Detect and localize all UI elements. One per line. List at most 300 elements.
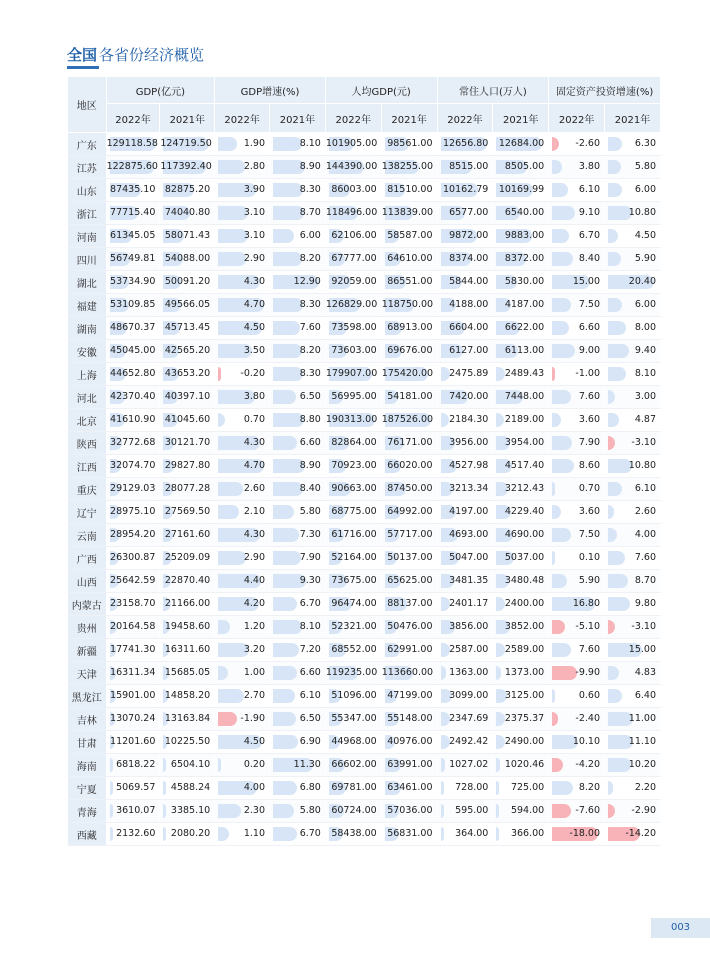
value-bar [552,229,569,243]
cell-value: 4.70 [243,299,266,310]
cell-value: 96474.00 [331,598,377,609]
cell-value: 3.00 [634,391,656,402]
cell-value: 7.90 [299,552,321,563]
cell-value: 2475.89 [449,368,489,379]
cell-value: 73598.00 [331,322,377,333]
cell-value: 19458.60 [164,621,211,632]
value-bar [608,344,629,358]
cell-population-2021 [493,386,549,409]
cell-value: 3125.00 [504,690,545,701]
cell-value: 6113.00 [504,345,545,356]
cell-value: 90663.00 [331,483,377,494]
cell-gdp-2022 [106,823,160,846]
cell-gdp-2022 [106,524,160,547]
cell-value: 4.83 [634,667,656,678]
value-bar [496,712,505,726]
cell-value: 8372.00 [504,253,545,264]
cell-investment-growth-2022 [549,248,605,271]
cell-population-2022 [437,524,493,547]
cell-investment-growth-2021 [605,202,661,225]
cell-gdp-growth-2021 [270,708,326,731]
cell-value: 87450.00 [387,483,433,494]
cell-investment-growth-2022 [549,777,605,800]
region-name: 辽宁 [68,501,107,524]
cell-gdp-growth-2021 [270,662,326,685]
value-bar [218,367,221,381]
cell-value: 58438.00 [331,828,377,839]
cell-value: 48670.37 [110,322,156,333]
cell-value: 7.60 [634,552,656,563]
cell-investment-growth-2022 [549,570,605,593]
cell-gdp-per-capita-2022 [325,662,381,685]
cell-value: 5.90 [578,575,601,586]
cell-value: 10162.79 [443,184,489,195]
value-bar [218,252,246,266]
cell-gdp-per-capita-2021 [381,616,437,639]
cell-value: 15685.05 [164,667,211,678]
cell-gdp-per-capita-2021 [381,708,437,731]
cell-value: 8.20 [299,345,321,356]
value-bar [552,183,568,197]
region-name: 湖北 [68,271,107,294]
cell-gdp-per-capita-2021 [381,754,437,777]
cell-value: 64610.00 [387,253,433,264]
cell-gdp-per-capita-2021 [381,225,437,248]
cell-population-2021 [493,248,549,271]
cell-gdp-per-capita-2022 [325,570,381,593]
cell-gdp-per-capita-2022 [325,386,381,409]
cell-value: 2.70 [243,690,266,701]
cell-gdp-per-capita-2021 [381,570,437,593]
value-bar [608,758,631,772]
value-bar [163,804,166,818]
cell-value: -5.10 [575,621,601,632]
cell-gdp-per-capita-2022 [325,248,381,271]
value-bar [218,689,244,703]
region-name: 北京 [68,409,107,432]
cell-value: 119235.00 [325,667,378,678]
cell-investment-growth-2021 [605,133,661,156]
cell-value: 3.90 [243,184,266,195]
cell-gdp-per-capita-2021 [381,593,437,616]
cell-value: 8374.00 [449,253,489,264]
value-bar [552,344,575,358]
cell-gdp-growth-2022 [215,225,270,248]
cell-gdp-per-capita-2021 [381,547,437,570]
cell-value: 6604.00 [449,322,489,333]
cell-value: 15.00 [572,276,601,287]
region-name: 内蒙古 [68,593,107,616]
cell-population-2022 [437,823,493,846]
cell-gdp-growth-2022 [215,294,270,317]
value-bar [608,436,615,450]
cell-gdp-2021 [160,708,215,731]
region-name: 广西 [68,547,107,570]
cell-value: 101905.00 [325,138,378,149]
cell-value: 1363.00 [449,667,489,678]
cell-gdp-growth-2022 [215,501,270,524]
cell-value: 4693.00 [449,529,489,540]
cell-value: 7.60 [299,322,321,333]
cell-value: 6.40 [634,690,656,701]
value-bar [608,137,622,151]
cell-population-2021 [493,156,549,179]
value-bar [496,758,500,772]
cell-value: 117392.40 [160,161,212,172]
cell-gdp-2022 [106,593,160,616]
cell-investment-growth-2022 [549,156,605,179]
cell-gdp-growth-2022 [215,133,270,156]
cell-gdp-growth-2021 [270,294,326,317]
cell-gdp-growth-2021 [270,731,326,754]
cell-gdp-2021 [160,386,215,409]
value-bar [552,137,559,151]
cell-gdp-2021 [160,800,215,823]
cell-gdp-per-capita-2021 [381,432,437,455]
table-row [68,202,661,225]
cell-gdp-growth-2021 [270,409,326,432]
cell-population-2021 [493,317,549,340]
table-row [68,754,661,777]
cell-value: 6.90 [299,736,321,747]
cell-gdp-per-capita-2021 [381,179,437,202]
cell-value: 56995.00 [331,391,377,402]
cell-investment-growth-2021 [605,708,661,731]
cell-value: 3852.00 [504,621,545,632]
cell-value: 98561.00 [387,138,433,149]
cell-investment-growth-2022 [549,823,605,846]
cell-value: 8.90 [299,161,321,172]
cell-gdp-2022 [106,777,160,800]
value-bar [273,689,295,703]
cell-investment-growth-2022 [549,409,605,432]
cell-population-2021 [493,570,549,593]
region-name: 天津 [68,662,107,685]
cell-investment-growth-2022 [549,547,605,570]
cell-value: 4588.24 [170,782,211,793]
cell-gdp-2021 [160,248,215,271]
cell-investment-growth-2022 [549,501,605,524]
cell-population-2021 [493,294,549,317]
cell-value: 9.30 [299,575,321,586]
cell-value: 5830.00 [504,276,545,287]
cell-population-2021 [493,777,549,800]
region-name: 上海 [68,363,107,386]
cell-gdp-2022 [106,731,160,754]
header-population: 常住人口(万人) [437,77,549,104]
value-bar [608,528,617,542]
cell-gdp-growth-2021 [270,225,326,248]
table-row [68,616,661,639]
cell-gdp-growth-2022 [215,386,270,409]
cell-value: 4197.00 [449,506,489,517]
cell-value: 15.00 [628,644,656,655]
value-bar [552,321,569,335]
cell-value: 5037.00 [504,552,545,563]
cell-value: 8.10 [634,368,656,379]
cell-population-2022 [437,432,493,455]
cell-population-2021 [493,225,549,248]
cell-value: 57036.00 [387,805,433,816]
value-bar [552,436,572,450]
province-economy-table [67,76,661,846]
cell-gdp-2022 [106,409,160,432]
cell-value: 53734.90 [110,276,156,287]
cell-value: 3.50 [243,345,266,356]
cell-value: 51096.00 [331,690,377,701]
value-bar [273,597,297,611]
cell-gdp-growth-2022 [215,685,270,708]
cell-value: 67777.00 [331,253,377,264]
cell-value: 1.20 [243,621,266,632]
cell-value: 5844.00 [449,276,489,287]
cell-value: 76171.00 [387,437,433,448]
cell-gdp-per-capita-2022 [325,409,381,432]
cell-value: 6.60 [299,667,321,678]
cell-gdp-2021 [160,133,215,156]
value-bar [608,574,628,588]
value-bar [218,620,230,634]
cell-gdp-per-capita-2022 [325,455,381,478]
cell-value: 2589.00 [504,644,545,655]
cell-value: 52164.00 [331,552,377,563]
cell-gdp-2021 [160,777,215,800]
cell-investment-growth-2021 [605,432,661,455]
cell-investment-growth-2021 [605,179,661,202]
cell-value: 61345.05 [110,230,156,241]
cell-value: 728.00 [455,782,489,793]
value-bar [552,804,571,818]
cell-gdp-per-capita-2021 [381,800,437,823]
value-bar [608,620,615,634]
cell-value: 6.00 [299,230,321,241]
cell-gdp-growth-2021 [270,432,326,455]
cell-value: 4690.00 [504,529,545,540]
cell-investment-growth-2022 [549,639,605,662]
cell-investment-growth-2021 [605,340,661,363]
cell-value: 187526.00 [381,414,434,425]
cell-gdp-growth-2022 [215,777,270,800]
cell-investment-growth-2021 [605,777,661,800]
cell-value: 74040.80 [164,207,211,218]
cell-value: 4187.00 [504,299,545,310]
cell-value: 8.10 [299,621,321,632]
cell-value: 10.20 [628,759,656,770]
table-row [68,593,661,616]
table-row [68,294,661,317]
cell-value: 8.00 [634,322,656,333]
cell-value: 28077.28 [164,483,211,494]
cell-value: 3.80 [243,391,266,402]
table-row [68,501,661,524]
table-row [68,340,661,363]
cell-gdp-2021 [160,179,215,202]
cell-gdp-2022 [106,340,160,363]
cell-investment-growth-2022 [549,179,605,202]
cell-value: 179907.00 [325,368,378,379]
cell-gdp-growth-2021 [270,754,326,777]
value-bar [496,735,505,749]
header-year-2021: 2021年 [605,104,661,133]
cell-population-2021 [493,455,549,478]
value-bar [218,137,237,151]
value-bar [608,321,626,335]
cell-gdp-per-capita-2021 [381,386,437,409]
cell-population-2022 [437,271,493,294]
cell-population-2021 [493,639,549,662]
cell-value: 68552.00 [331,644,377,655]
cell-value: 190313.00 [325,414,378,425]
cell-gdp-per-capita-2021 [381,409,437,432]
value-bar [608,551,625,565]
value-bar [273,482,303,496]
value-bar [608,505,614,519]
value-bar [110,827,113,841]
cell-gdp-2022 [106,432,160,455]
value-bar [163,781,166,795]
cell-value: 7.60 [578,391,601,402]
cell-population-2022 [437,455,493,478]
value-bar [552,574,567,588]
cell-value: 5.80 [634,161,656,172]
cell-value: 28954.20 [110,529,156,540]
region-name: 甘肃 [68,731,107,754]
cell-value: 3856.00 [449,621,489,632]
cell-gdp-per-capita-2021 [381,823,437,846]
cell-value: 42370.40 [110,391,156,402]
cell-gdp-2022 [106,179,160,202]
cell-population-2022 [437,202,493,225]
cell-value: 49566.05 [164,299,211,310]
cell-gdp-growth-2021 [270,179,326,202]
value-bar [608,597,630,611]
cell-value: 32772.68 [110,437,156,448]
cell-investment-growth-2021 [605,570,661,593]
region-name: 山西 [68,570,107,593]
cell-gdp-growth-2021 [270,478,326,501]
cell-gdp-growth-2022 [215,156,270,179]
cell-gdp-growth-2021 [270,363,326,386]
region-name: 广东 [68,133,107,156]
cell-value: 5047.00 [449,552,489,563]
header-gdp: GDP(亿元) [106,77,215,104]
cell-investment-growth-2022 [549,432,605,455]
value-bar [552,160,562,174]
cell-gdp-2021 [160,478,215,501]
cell-gdp-2021 [160,409,215,432]
cell-gdp-per-capita-2022 [325,340,381,363]
value-bar [496,413,504,427]
cell-gdp-per-capita-2021 [381,248,437,271]
cell-gdp-2021 [160,363,215,386]
cell-value: 7.60 [578,644,601,655]
value-bar [552,298,571,312]
cell-gdp-per-capita-2021 [381,294,437,317]
cell-value: 2132.60 [116,828,156,839]
table-row [68,662,661,685]
cell-investment-growth-2022 [549,133,605,156]
cell-investment-growth-2022 [549,754,605,777]
cell-value: 6.30 [634,138,656,149]
value-bar [608,804,615,818]
value-bar [218,827,229,841]
cell-gdp-2021 [160,524,215,547]
region-name: 宁夏 [68,777,107,800]
cell-gdp-growth-2022 [215,662,270,685]
value-bar [552,482,555,496]
cell-value: 2080.20 [170,828,211,839]
cell-value: 64992.00 [387,506,433,517]
cell-value: 6540.00 [504,207,545,218]
cell-value: 40397.10 [164,391,211,402]
cell-gdp-per-capita-2022 [325,202,381,225]
value-bar [552,551,555,565]
cell-value: 54181.00 [387,391,433,402]
cell-value: 12684.00 [498,138,545,149]
cell-value: 8515.00 [449,161,489,172]
cell-value: 113839.00 [381,207,434,218]
cell-value: 17741.30 [110,644,156,655]
cell-value: 58071.43 [164,230,211,241]
cell-value: 2400.00 [504,598,545,609]
value-bar [496,804,499,818]
cell-gdp-growth-2022 [215,731,270,754]
cell-gdp-per-capita-2021 [381,501,437,524]
cell-value: 73603.00 [331,345,377,356]
cell-investment-growth-2022 [549,708,605,731]
cell-gdp-growth-2021 [270,685,326,708]
cell-value: 50091.20 [164,276,211,287]
value-bar [608,160,621,174]
cell-gdp-2022 [106,317,160,340]
cell-population-2021 [493,501,549,524]
cell-value: 595.00 [455,805,489,816]
cell-population-2022 [437,754,493,777]
table-row [68,271,661,294]
value-bar [608,689,622,703]
table-row [68,547,661,570]
cell-value: 6.10 [578,184,601,195]
table-row [68,455,661,478]
cell-value: 8.80 [299,414,321,425]
cell-gdp-per-capita-2022 [325,616,381,639]
cell-gdp-growth-2021 [270,593,326,616]
cell-gdp-2022 [106,133,160,156]
cell-value: 86551.00 [387,276,433,287]
value-bar [273,666,297,680]
cell-value: 118750.00 [381,299,434,310]
cell-gdp-per-capita-2021 [381,363,437,386]
cell-value: 3385.10 [170,805,211,816]
value-bar [218,666,228,680]
cell-value: 29129.03 [110,483,156,494]
cell-value: 62991.00 [387,644,433,655]
cell-gdp-2021 [160,271,215,294]
cell-gdp-2022 [106,478,160,501]
cell-population-2021 [493,340,549,363]
cell-value: 52321.00 [331,621,377,632]
cell-population-2022 [437,179,493,202]
value-bar [273,298,303,312]
cell-value: 2347.69 [449,713,489,724]
cell-value: 2189.00 [504,414,545,425]
cell-value: -18.00 [569,828,601,839]
cell-population-2022 [437,133,493,156]
cell-gdp-growth-2022 [215,271,270,294]
table-row [68,409,661,432]
cell-value: 32074.70 [110,460,156,471]
cell-investment-growth-2021 [605,317,661,340]
